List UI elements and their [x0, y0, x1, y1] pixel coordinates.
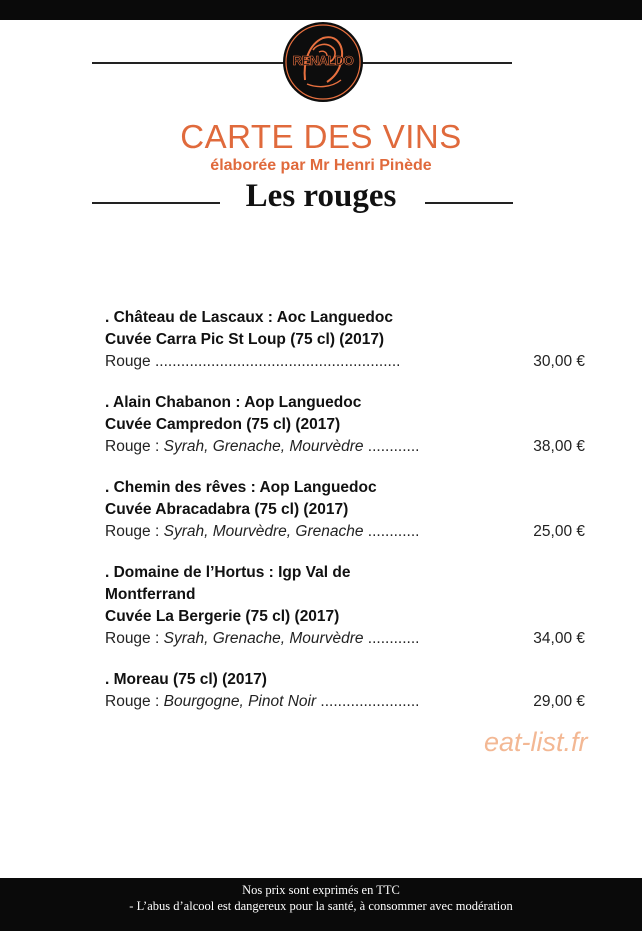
top-bar — [0, 0, 642, 20]
wine-detail-row — [105, 351, 585, 373]
section-title: Les rouges — [245, 178, 397, 214]
wine-color: Rouge — [105, 353, 151, 370]
wine-varieties: Syrah, Mourvèdre, Grenache — [163, 523, 364, 540]
wine-detail-row — [105, 691, 585, 713]
wine-cuvee: Cuvée Campredon (75 cl) (2017) — [105, 416, 341, 433]
wine-dot-leader: ......................................................... — [150, 353, 401, 370]
wine-detail-row — [105, 628, 585, 650]
wine-dot-leader: ....................... — [316, 693, 420, 710]
wine-name: . Moreau (75 cl) (2017) — [105, 671, 267, 688]
footer-price-note: Nos prix sont exprimés en TTC — [242, 883, 400, 897]
wine-detail — [105, 521, 471, 543]
wine-varieties: Syrah, Grenache, Mourvèdre — [163, 630, 364, 647]
wine-name: . Château de Lascaux : Aoc Languedoc — [105, 309, 393, 326]
wine-color: Rouge : — [105, 693, 164, 710]
wine-cuvee: Cuvée Carra Pic St Loup (75 cl) (2017) — [105, 331, 385, 348]
wine-detail — [105, 436, 471, 458]
wine-price: 30,00 € — [533, 353, 585, 370]
wine-detail — [105, 628, 471, 650]
wine-varieties: Syrah, Grenache, Mourvèdre — [163, 438, 364, 455]
footer — [0, 878, 642, 931]
restaurant-logo — [283, 22, 363, 102]
wine-item — [105, 307, 585, 373]
wine-dot-leader: ............ — [363, 630, 420, 647]
menu-title: CARTE DES VINS — [180, 118, 462, 155]
wine-color: Rouge : — [105, 630, 164, 647]
wine-color: Rouge : — [105, 438, 164, 455]
wine-price: 25,00 € — [533, 523, 585, 540]
logo-divider-right — [362, 62, 512, 64]
wine-detail — [105, 691, 471, 713]
wine-list — [105, 307, 585, 732]
menu-subtitle: élaborée par Mr Henri Pinède — [210, 157, 432, 174]
wine-varieties: Bourgogne, Pinot Noir — [163, 693, 317, 710]
wine-item — [105, 392, 585, 458]
wine-cuvee: Cuvée La Bergerie (75 cl) (2017) — [105, 608, 340, 625]
wine-price: 34,00 € — [533, 630, 585, 647]
watermark: eat-list.fr — [484, 727, 588, 757]
wine-detail-row — [105, 521, 585, 543]
wine-price: 38,00 € — [533, 438, 585, 455]
footer-alcohol-warning: - L’abus d’alcool est dangereux pour la santé, à consommer avec modération — [129, 899, 513, 913]
wine-name: . Alain Chabanon : Aop Languedoc — [105, 394, 362, 411]
wine-detail-row — [105, 436, 585, 458]
wine-dot-leader: ............ — [363, 438, 420, 455]
logo-divider-left — [92, 62, 284, 64]
wine-name: . Chemin des rêves : Aop Languedoc — [105, 479, 377, 496]
wine-price: 29,00 € — [533, 693, 585, 710]
wine-detail — [105, 351, 471, 373]
wine-dot-leader: ............ — [363, 523, 420, 540]
wine-cuvee: Cuvée Abracadabra (75 cl) (2017) — [105, 501, 349, 518]
wine-color: Rouge : — [105, 523, 164, 540]
wine-name: . Domaine de l’Hortus : Igp Val de Montferrand — [105, 564, 351, 603]
wine-item — [105, 477, 585, 543]
wine-item — [105, 669, 585, 713]
logo-text: RENALDO — [292, 53, 354, 68]
wine-item — [105, 562, 585, 650]
